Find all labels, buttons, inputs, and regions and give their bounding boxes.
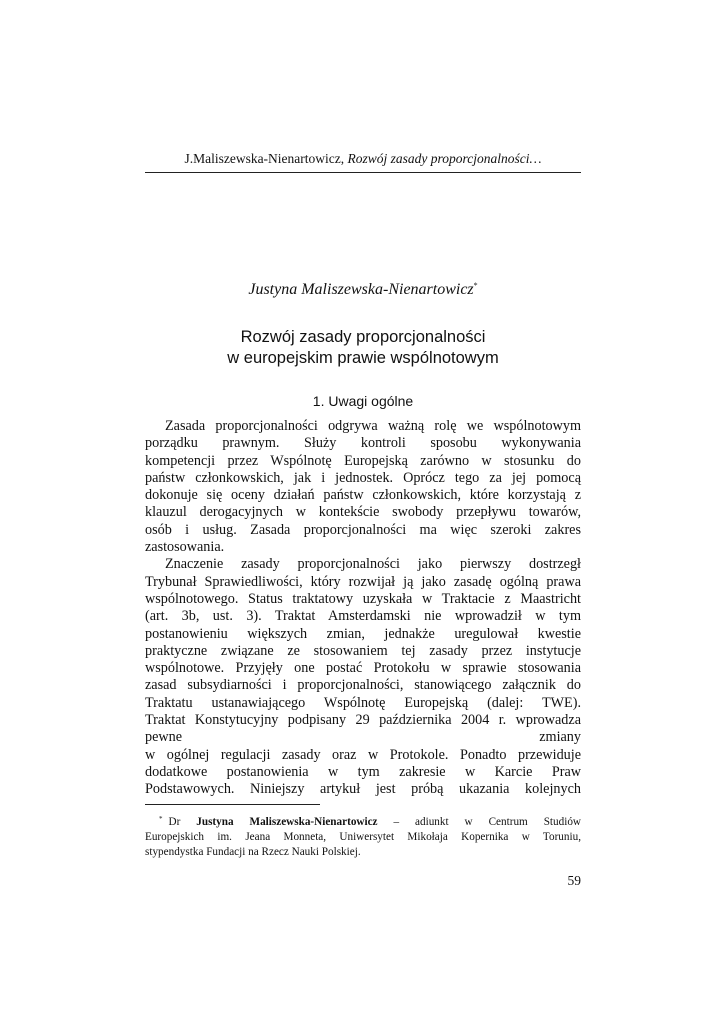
body-line: zasad subsydiarności i proporcjonalności, stanowiącego załącznik do xyxy=(145,677,581,694)
footnote-rule xyxy=(145,804,320,805)
footnote-author-name: Justyna Maliszewska-Nienartowicz xyxy=(196,816,378,828)
running-head-title: Rozwój zasady proporcjonalności… xyxy=(347,151,542,166)
body-line: Podstawowych. Niniejszy artykuł jest próbą ukazania kolejnych xyxy=(145,781,581,798)
article-title-line-1: Rozwój zasady proporcjonalności xyxy=(240,328,486,346)
author-line xyxy=(145,276,581,300)
body-line: dodatkowe postanowienia w tym zakresie w Karcie Praw xyxy=(145,763,581,780)
author-footnote-marker: * xyxy=(473,281,478,290)
body-line: postanowieniu większych zmian, jednakże uregulował kwestie xyxy=(145,625,581,642)
body-line: kompetencji przez Wspólnotę Europejską zarówno w stosunku do xyxy=(145,452,581,469)
body-line: Traktat Konstytucyjny podpisany 29 października 2004 r. wprowadza xyxy=(145,712,581,729)
footnote-line-3: stypendystka Fundacji na Rzecz Nauki Polskiej. xyxy=(145,846,361,859)
body-line: Traktatu ustanawiającego Wspólnotę Europejską (dalej: TWE). xyxy=(145,694,581,711)
section-heading: 1. Uwagi ogólne xyxy=(312,393,414,409)
body-line: Zasada proporcjonalności odgrywa ważną rolę we wspólnotowym xyxy=(165,418,581,434)
page-number: 59 xyxy=(567,873,581,888)
body-line: Trybunał Sprawiedliwości, który rozwijał ją jako zasadę ogólną prawa xyxy=(145,573,581,590)
body-line: osób i usług. Zasada proporcjonalności ma więc szeroki zakres xyxy=(145,521,581,538)
body-line: dokonuje się oceny działań państw członkowskich, które korzystają z xyxy=(145,487,581,504)
article-title-line-2: w europejskim prawie wspólnotowym xyxy=(227,349,499,367)
footnote-line-1 xyxy=(145,812,581,830)
header-rule xyxy=(145,172,581,173)
footnote xyxy=(145,812,581,861)
body-line: praktyczne związane ze stosowaniem tej zasady przez instytucje xyxy=(145,642,581,659)
footnote-affiliation: – adiunkt w Centrum Studiów xyxy=(377,816,581,828)
footnote-prefix: Dr xyxy=(168,816,197,828)
body-line: pewne zmiany xyxy=(145,729,581,746)
body-line: klauzul derogacyjnych w kontekście swobody przepływu towarów, xyxy=(145,504,581,521)
body-line: w ogólnej regulacji zasady oraz w Protokole. Ponadto przewiduje xyxy=(145,746,581,763)
footnote-marker: * xyxy=(159,815,163,823)
running-head-author: J.Maliszewska-Nienartowicz, xyxy=(184,151,348,166)
author-name: Justyna Maliszewska-Nienartowicz xyxy=(248,281,474,298)
article-title xyxy=(145,327,581,369)
running-head xyxy=(145,150,581,168)
body-line: porządku prawnym. Służy kontroli sposobu wykonywania xyxy=(145,435,581,452)
body-line: zastosowania. xyxy=(145,539,225,556)
body-line: wspólnotowego. Status traktatowy uzyskała w Traktacie z Maastricht xyxy=(145,590,581,607)
body-text xyxy=(145,418,581,799)
body-line: (art. 3b, ust. 3). Traktat Amsterdamski nie wprowadził w tym xyxy=(145,608,581,625)
body-line: Znaczenie zasady proporcjonalności jako pierwszy dostrzegł xyxy=(165,556,581,573)
body-line: państw członkowskich, jak i jednostek. Oprócz tego za jej pomocą xyxy=(145,469,581,486)
body-line: wspólnotowe. Przyjęły one postać Protokołu w sprawie stosowania xyxy=(145,660,581,677)
footnote-line-2: Europejskich im. Jeana Monneta, Uniwersytet Mikołaja Kopernika w Toruniu, xyxy=(145,831,581,844)
